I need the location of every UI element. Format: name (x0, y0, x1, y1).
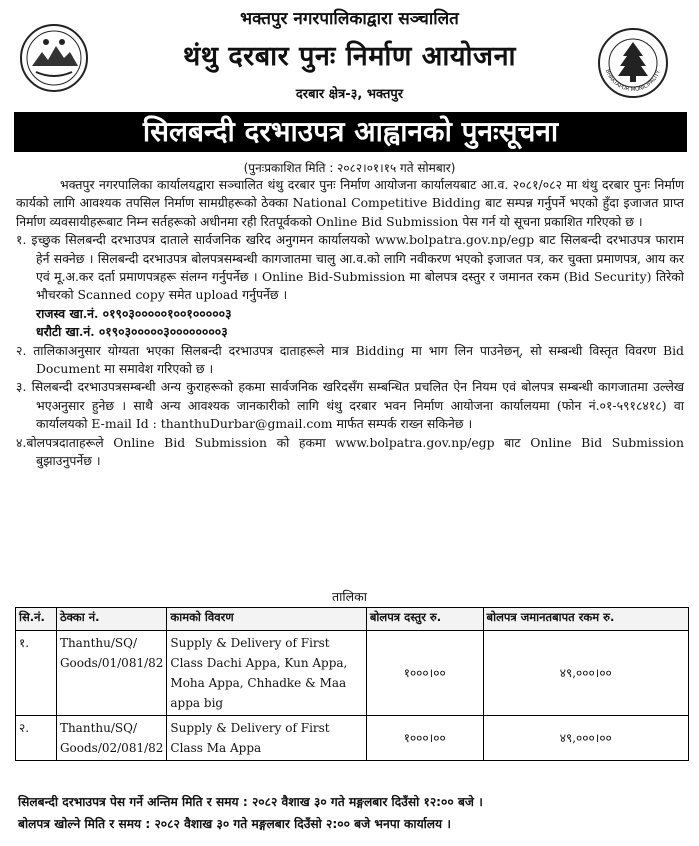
fee-cell: १०००।०० (366, 631, 483, 716)
project-address: दरबार क्षेत्र-३, भक्तपुर (295, 87, 404, 102)
header-organizer: भक्तपुर नगरपालिकाद्वारा सञ्चालित (240, 9, 459, 29)
table-row (16, 716, 689, 761)
table-header-row (16, 608, 689, 631)
deposit-account: धरौटी खा.नं. ०१९०३०००००३००००००००३ (36, 324, 228, 340)
submission-deadline: सिलबन्दी दरभाउपत्र पेस गर्ने अन्तिम मिति र समय : २०८२ वैशाख ३० गते मङ्गलबार दिउँसो १२:०० बजे । (18, 795, 483, 809)
security-cell: ४९,०००।०० (483, 631, 688, 716)
serial-cell: २. (16, 716, 57, 761)
intro-paragraph: भक्तपुर नगरपालिका कार्यालयद्वारा सञ्चालित थंथु दरबार पुनः निर्माण आयोजना कार्यालयबाट आ.व. २०८१/०८२ मा थंथु दरबार पुनः निर्माण कार्यको लागि आवश्यक तपसिल निर्माण सामग्रीहरूको ठेक्का National Competitive Bidding बाट सम्पन्न गर्नुपर्ने भएको हुँदा इजाजत प्राप्त निर्माण व्यवसायीहरूबाट निम्न सर्तहरूको अधीनमा रही रितपूर्वकको Online Bid Submission पेस गर्न यो सूचना प्रकाशित गरिएको छ । (16, 177, 684, 229)
notice-banner: सिलबन्दी दरभाउपत्र आह्वानको पुनःसूचना (14, 112, 687, 152)
description-cell: Supply & Delivery of First Class Ma Appa (167, 716, 366, 761)
notice-body (16, 176, 684, 471)
revenue-account: राजस्व खा.नं. ०१९०३०००००१००१०००००३ (36, 305, 232, 321)
fee-cell: १०००।०० (366, 716, 483, 761)
opening-date: बोलपत्र खोल्ने मिति र समय : २०८२ वैशाख ३० गते मङ्गलबार दिउँसो २:०० बजे भनपा कार्यालय । (18, 817, 451, 831)
condition-item: ३. सिलबन्दी दरभाउपत्रसम्बन्धी अन्य कुराहरूको हकमा सार्वजनिक खरिदसँग सम्बन्धित प्रचलित ऐन नियम एवं बोलपत्र सम्बन्धी कागजातमा उल्लेख भएअनुसार हुनेछ । साथै अन्य आवश्यक जानकारीको लागि थंथु दरबार भवन निर्माण आयोजना कार्यालयमा (फोन नं.०१-५९१८४१८) वा कार्यालयको E-mail Id : thanthuDurbar@gmail.com मार्फत सम्पर्क राख्न सकिनेछ । (16, 379, 684, 432)
table-title: तालिका (332, 589, 367, 604)
security-cell: ४९,०००।०० (483, 716, 688, 761)
condition-item: २. तालिकाअनुसार योग्यता भएका सिलबन्दी दरभाउपत्र दाताहरूले मात्र Bidding मा भाग लिन पाउनेछन्, सो सम्बन्धी विस्तृत विवरण Bid Document मा समावेश गरिएको छ । (16, 342, 684, 377)
condition-item: ४.बोलपत्रदाताहरूले Online Bid Submission को हकमा www.bolpatra.gov.np/egp बाट Online Bid Submission बुझाउनुपर्नेछ । (16, 434, 684, 469)
column-header: बोलपत्र दस्तुर रु. (366, 608, 483, 631)
bhaktapur-municipality-logo-icon (596, 26, 670, 100)
contract-cell: Thanthu/SQ/ Goods/01/081/82 (56, 631, 166, 716)
column-header: कामको विवरण (167, 608, 366, 631)
condition-item: १. इच्छुक सिलबन्दी दरभाउपत्र दाताले सार्वजनिक खरिद अनुगमन कार्यालयको www.bolpatra.gov.np/egp बाट सिलबन्दी दरभाउपत्र फाराम हेर्न सक्नेछ । सिलबन्दी दरभाउपत्र बोलपत्रसम्बन्धी कागजातमा चालु आ.व.को लागि नवीकरण भएको इजाजत पत्र, कर चुक्ता प्रमाणपत्र, आय कर एवं मू.अ.कर दर्ता प्रमाणपत्रहरू संलग्न गर्नुपर्नेछ । Online Bid-Submission मा बोलपत्र दस्तुर र जमानत रकम (Bid Security) तिरेको भौचरको Scanned copy समेत upload गर्नुपर्नेछ । (16, 232, 684, 303)
description-cell: Supply & Delivery of First Class Dachi Appa, Kun Appa, Moha Appa, Chhadke & Maa appa big (167, 631, 366, 716)
contracts-table (15, 607, 689, 761)
project-title: थंथु दरबार पुनः निर्माण आयोजना (182, 41, 517, 72)
notice-header (0, 0, 699, 112)
logo-lettering: BHAKTAPUR MUNICIPALITY (603, 68, 662, 94)
serial-cell: १. (16, 631, 57, 716)
column-header: सि.नं. (16, 608, 57, 631)
column-header: बोलपत्र जमानतबापत रकम रु. (483, 608, 688, 631)
table-row (16, 631, 689, 716)
republish-date: (पुनःप्रकाशित मिति : २०८२।०१।१५ गते सोमबार) (243, 161, 456, 175)
contract-cell: Thanthu/SQ/ Goods/02/081/82 (56, 716, 166, 761)
column-header: ठेक्का नं. (56, 608, 166, 631)
